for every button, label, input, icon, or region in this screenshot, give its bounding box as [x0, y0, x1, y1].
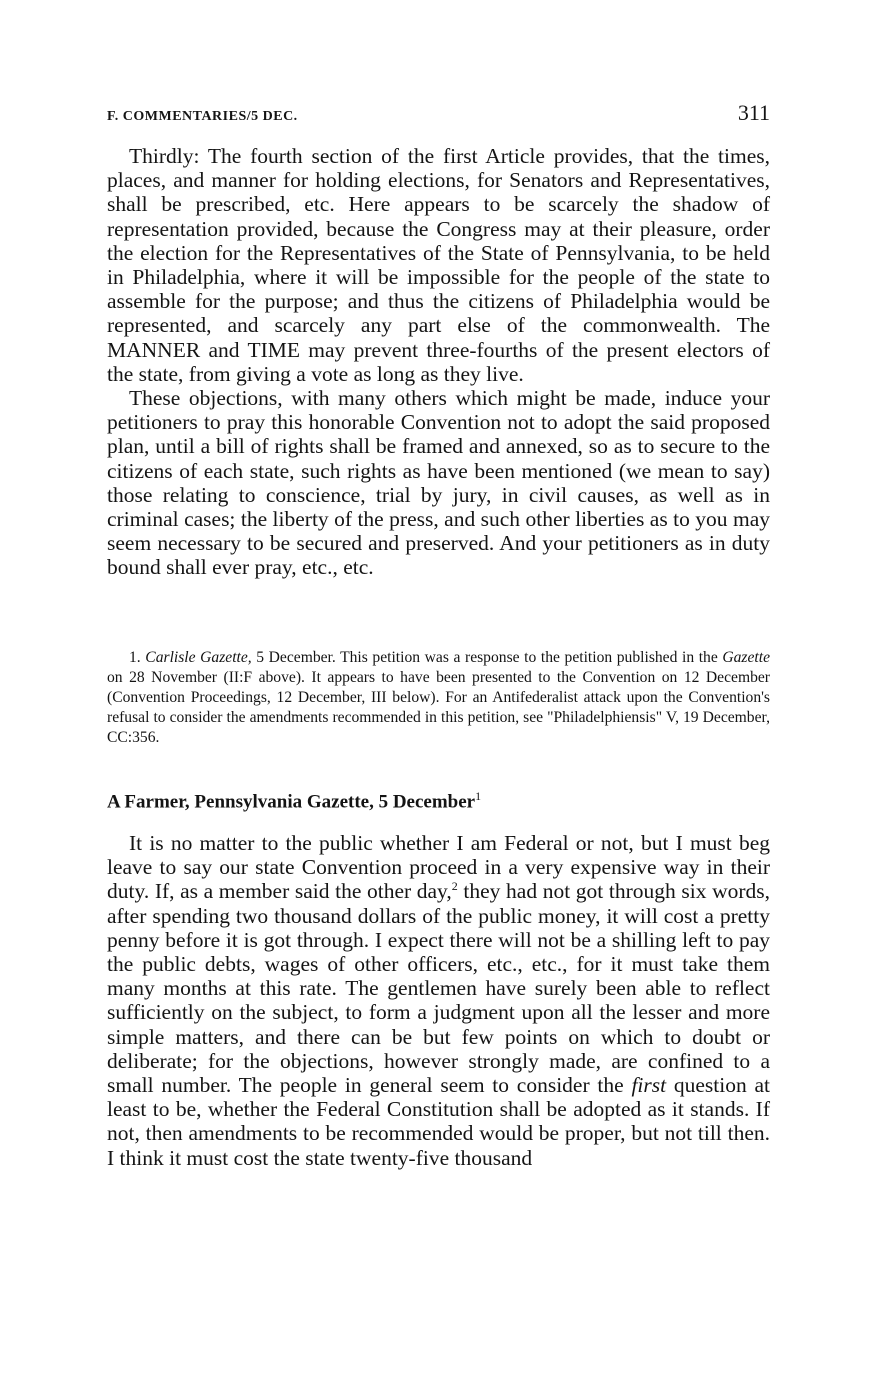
- heading-note: 1: [475, 789, 482, 803]
- farmer-part-a: It is no matter to the public whether I am Federal or not, but I must beg leave to say our state Convention proceed in a very expensive way in their duty. If, as a member said the other day,: [107, 831, 770, 904]
- paragraph-thirdly: Thirdly: The fourth section of the first Article provides, that the times, places, and manner for holding elections, for Senators and Representatives, shall be prescribed, etc. Here appears to be scarcely the shadow of representation provided, because the Congress may at their pleasure, order the election for the Representatives of the State of Pennsylvania, to be held in Philadelphia, where it will be impossible for the people of the state to assemble for the purpose; and thus the citizens of Philadelphia would be represented, and scarcely any part else of the commonwealth. The MANNER and TIME may prevent three-fourths of the present electors of the state, from giving a vote as long as they live.: [107, 144, 770, 386]
- heading-text: A Farmer, Pennsylvania Gazette, 5 December: [107, 791, 476, 813]
- footnote-gazette: Gazette: [722, 649, 770, 666]
- footnote-paragraph: [107, 648, 770, 748]
- page-number: 311: [737, 100, 770, 125]
- footnote-text-a: 5 December. This petition was a response to the petition published in the: [251, 649, 723, 666]
- footnote-number: 1.: [129, 649, 141, 666]
- section-heading: [107, 789, 770, 813]
- footnote-source: Carlisle Gazette,: [145, 649, 252, 666]
- footnote: [107, 648, 770, 748]
- farmer-part-c: question at least to be, whether the Federal Constitution shall be adopted as it stands. If not, then amendments to be recommended would be proper, but not till then. I think it must cost the state twenty-five thousand: [107, 1073, 770, 1170]
- paragraph-objections: These objections, with many others which might be made, induce your petitioners to pray this honorable Convention not to adopt the said proposed plan, until a bill of rights shall be framed and annexed, so as to secure to the citizens of each state, such rights as have been mentioned (we mean to say) those relating to conscience, trial by jury, in civil causes, as well as in criminal cases; the liberty of the press, and such other liberties as to you may seem necessary to be secured and preserved. And your petitioners as in duty bound shall ever pray, etc., etc.: [107, 386, 770, 580]
- paragraph-farmer: [107, 831, 770, 1170]
- farmer-part-b: they had not got through six words, after spending two thousand dollars of the public money, it will cost a pretty penny before it is got through. I expect there will not be a shilling left to pay the public debts, wages of other officers, etc., etc., for it must take them many months at this rate. The gentlemen have surely been able to reflect sufficiently on the subject, to form a judgment upon all the lesser and more simple matters, and there can be but few points on which to doubt or deliberate; for the objections, however strongly made, are confined to a small number. The people in general seem to consider the: [107, 879, 770, 1098]
- running-head-section: F. COMMENTARIES/5 DEC.: [107, 109, 298, 124]
- farmer-italic: first: [631, 1073, 667, 1098]
- farmer-note: 2: [451, 879, 458, 894]
- petition-text: [107, 144, 770, 580]
- farmer-text: [107, 831, 770, 1170]
- running-head: [107, 100, 770, 126]
- footnote-text-b: on 28 November (II:F above). It appears to have been presented to the Convention on 12 December (Convention Proceedings, 12 December, III below). For an Antifederalist attack upon the Convention's refusal to consider the amendments recommended in this petition, see "Philadelphiensis" V, 19 December, CC:356.: [107, 668, 770, 746]
